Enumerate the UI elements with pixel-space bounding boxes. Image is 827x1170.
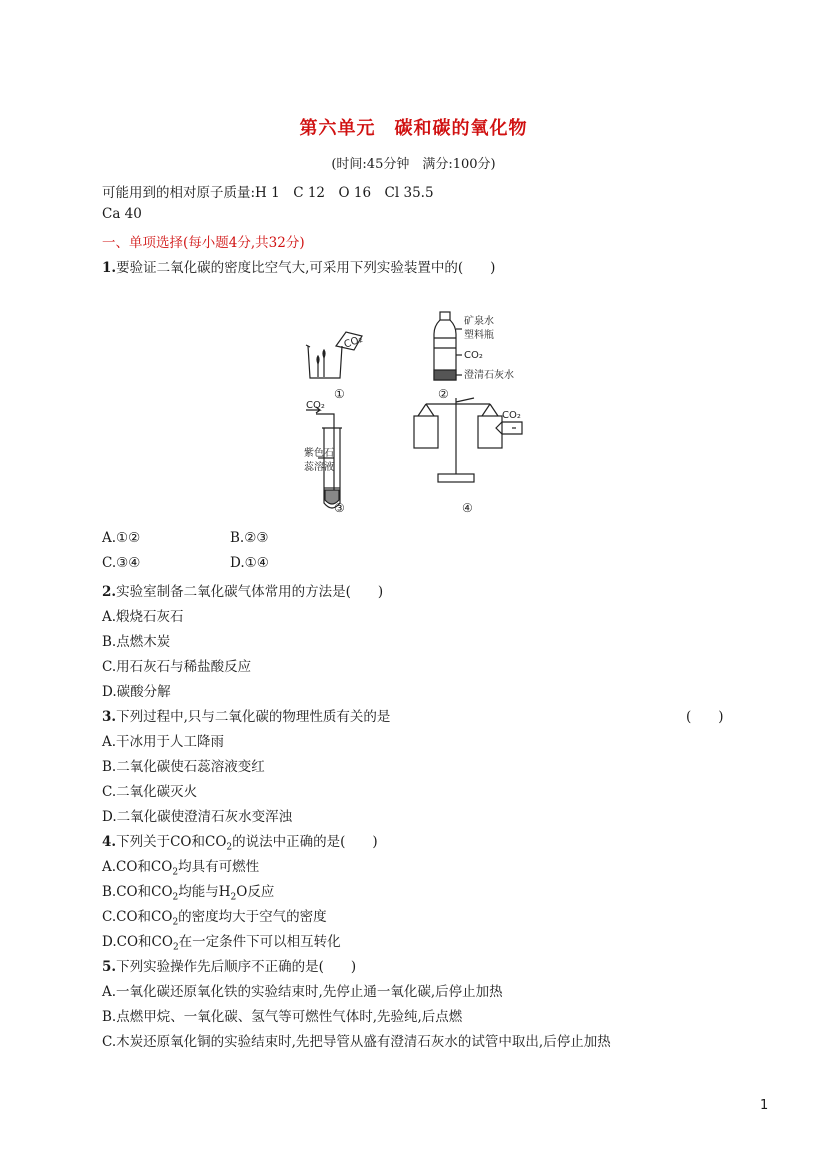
figure-number-4: ④ <box>462 501 473 515</box>
question-text: 的说法中正确的是( ) <box>232 834 378 850</box>
bottle-co2-label: CO₂ <box>464 350 483 361</box>
question-3 <box>102 705 390 725</box>
q4-option-c <box>102 905 327 928</box>
question-4 <box>102 830 378 853</box>
question-text: 下列关于CO和CO <box>116 834 227 850</box>
tube-label-1: 紫色石 <box>304 448 334 459</box>
question-text: 实验室制备二氧化碳气体常用的方法是( ) <box>116 584 384 600</box>
subscript: 2 <box>172 892 179 903</box>
q3-option-a: A.干冰用于人工降雨 <box>102 734 225 750</box>
question-number: 5. <box>102 959 117 975</box>
option-text: 在一定条件下可以相互转化 <box>178 934 341 950</box>
tube-co2-label: CO₂ <box>306 400 325 411</box>
page-title: 第六单元 碳和碳的氧化物 <box>299 118 528 139</box>
question-number: 3. <box>102 709 117 725</box>
q4-option-a <box>102 855 259 878</box>
plastic-bottle <box>434 312 462 380</box>
experiment-apparatus-figure <box>300 298 540 516</box>
q1-option-b: B.②③ <box>230 530 269 546</box>
option-text: C.CO和CO <box>102 909 173 925</box>
option-text: A.CO和CO <box>102 859 173 875</box>
question-number: 4. <box>102 834 117 850</box>
q1-option-a: A.①② <box>102 530 141 546</box>
q3-option-b: B.二氧化碳使石蕊溶液变红 <box>102 759 265 775</box>
q2-option-c: C.用石灰石与稀盐酸反应 <box>102 659 252 675</box>
question-1 <box>102 256 495 276</box>
atomic-mass-line-1: 可能用到的相对原子质量:H 1 C 12 O 16 Cl 35.5 <box>102 185 434 201</box>
option-text: B.CO和CO <box>102 884 173 900</box>
question-text: 要验证二氧化碳的密度比空气大,可采用下列实验装置中的( ) <box>116 260 496 276</box>
question-number: 2. <box>102 584 117 600</box>
option-text: 均能与H <box>178 884 231 900</box>
question-text: 下列实验操作先后顺序不正确的是( ) <box>116 959 357 975</box>
bottle-label-2: 塑料瓶 <box>464 330 494 341</box>
subscript: 2 <box>172 867 179 878</box>
atomic-mass-line-2: Ca 40 <box>102 206 142 222</box>
question-text: 下列过程中,只与二氧化碳的物理性质有关的是 <box>116 709 391 725</box>
co2-label: CO₂ <box>342 333 365 351</box>
exam-time-score: (时间:45分钟 满分:100分) <box>331 157 496 172</box>
question-number: 1. <box>102 260 117 276</box>
figure-number-3: ③ <box>334 501 345 515</box>
option-text: O反应 <box>236 884 275 900</box>
q1-option-d: D.①④ <box>230 555 269 571</box>
subscript: 2 <box>172 917 179 928</box>
question-2 <box>102 580 383 600</box>
answer-parentheses: ( ) <box>686 709 724 725</box>
q5-option-b: B.点燃甲烷、一氧化碳、氢气等可燃性气体时,先验纯,后点燃 <box>102 1009 463 1025</box>
figure-number-1: ① <box>334 387 345 401</box>
balance-co2-label: CO₂ <box>502 410 521 421</box>
figure-number-2: ② <box>438 387 449 401</box>
subscript: 2 <box>226 842 233 853</box>
q5-option-c: C.木炭还原氧化铜的实验结束时,先把导管从盛有澄清石灰水的试管中取出,后停止加热 <box>102 1034 611 1050</box>
limewater-label: 澄清石灰水 <box>464 370 514 381</box>
section-heading: 一、单项选择(每小题4分,共32分) <box>102 235 305 251</box>
q2-option-d: D.碳酸分解 <box>102 684 171 700</box>
q5-option-a: A.一氧化碳还原氧化铁的实验结束时,先停止通一氧化碳,后停止加热 <box>102 984 503 1000</box>
option-text: D.CO和CO <box>102 934 173 950</box>
q4-option-d <box>102 930 341 953</box>
question-5 <box>102 955 356 975</box>
bottle-label-1: 矿泉水 <box>464 316 494 327</box>
q4-option-b <box>102 880 274 903</box>
subscript: 2 <box>172 942 179 953</box>
subscript: 2 <box>230 892 237 903</box>
q3-option-c: C.二氧化碳灭火 <box>102 784 198 800</box>
q2-option-b: B.点燃木炭 <box>102 634 171 650</box>
option-text: 的密度均大于空气的密度 <box>178 909 327 925</box>
q2-option-a: A.煅烧石灰石 <box>102 609 184 625</box>
page-number: 1 <box>760 1098 769 1113</box>
option-text: 均具有可燃性 <box>178 859 260 875</box>
q3-option-d: D.二氧化碳使澄清石灰水变浑浊 <box>102 809 293 825</box>
tube-label-2: 蕊溶液 <box>304 462 334 473</box>
q1-option-c: C.③④ <box>102 555 141 571</box>
